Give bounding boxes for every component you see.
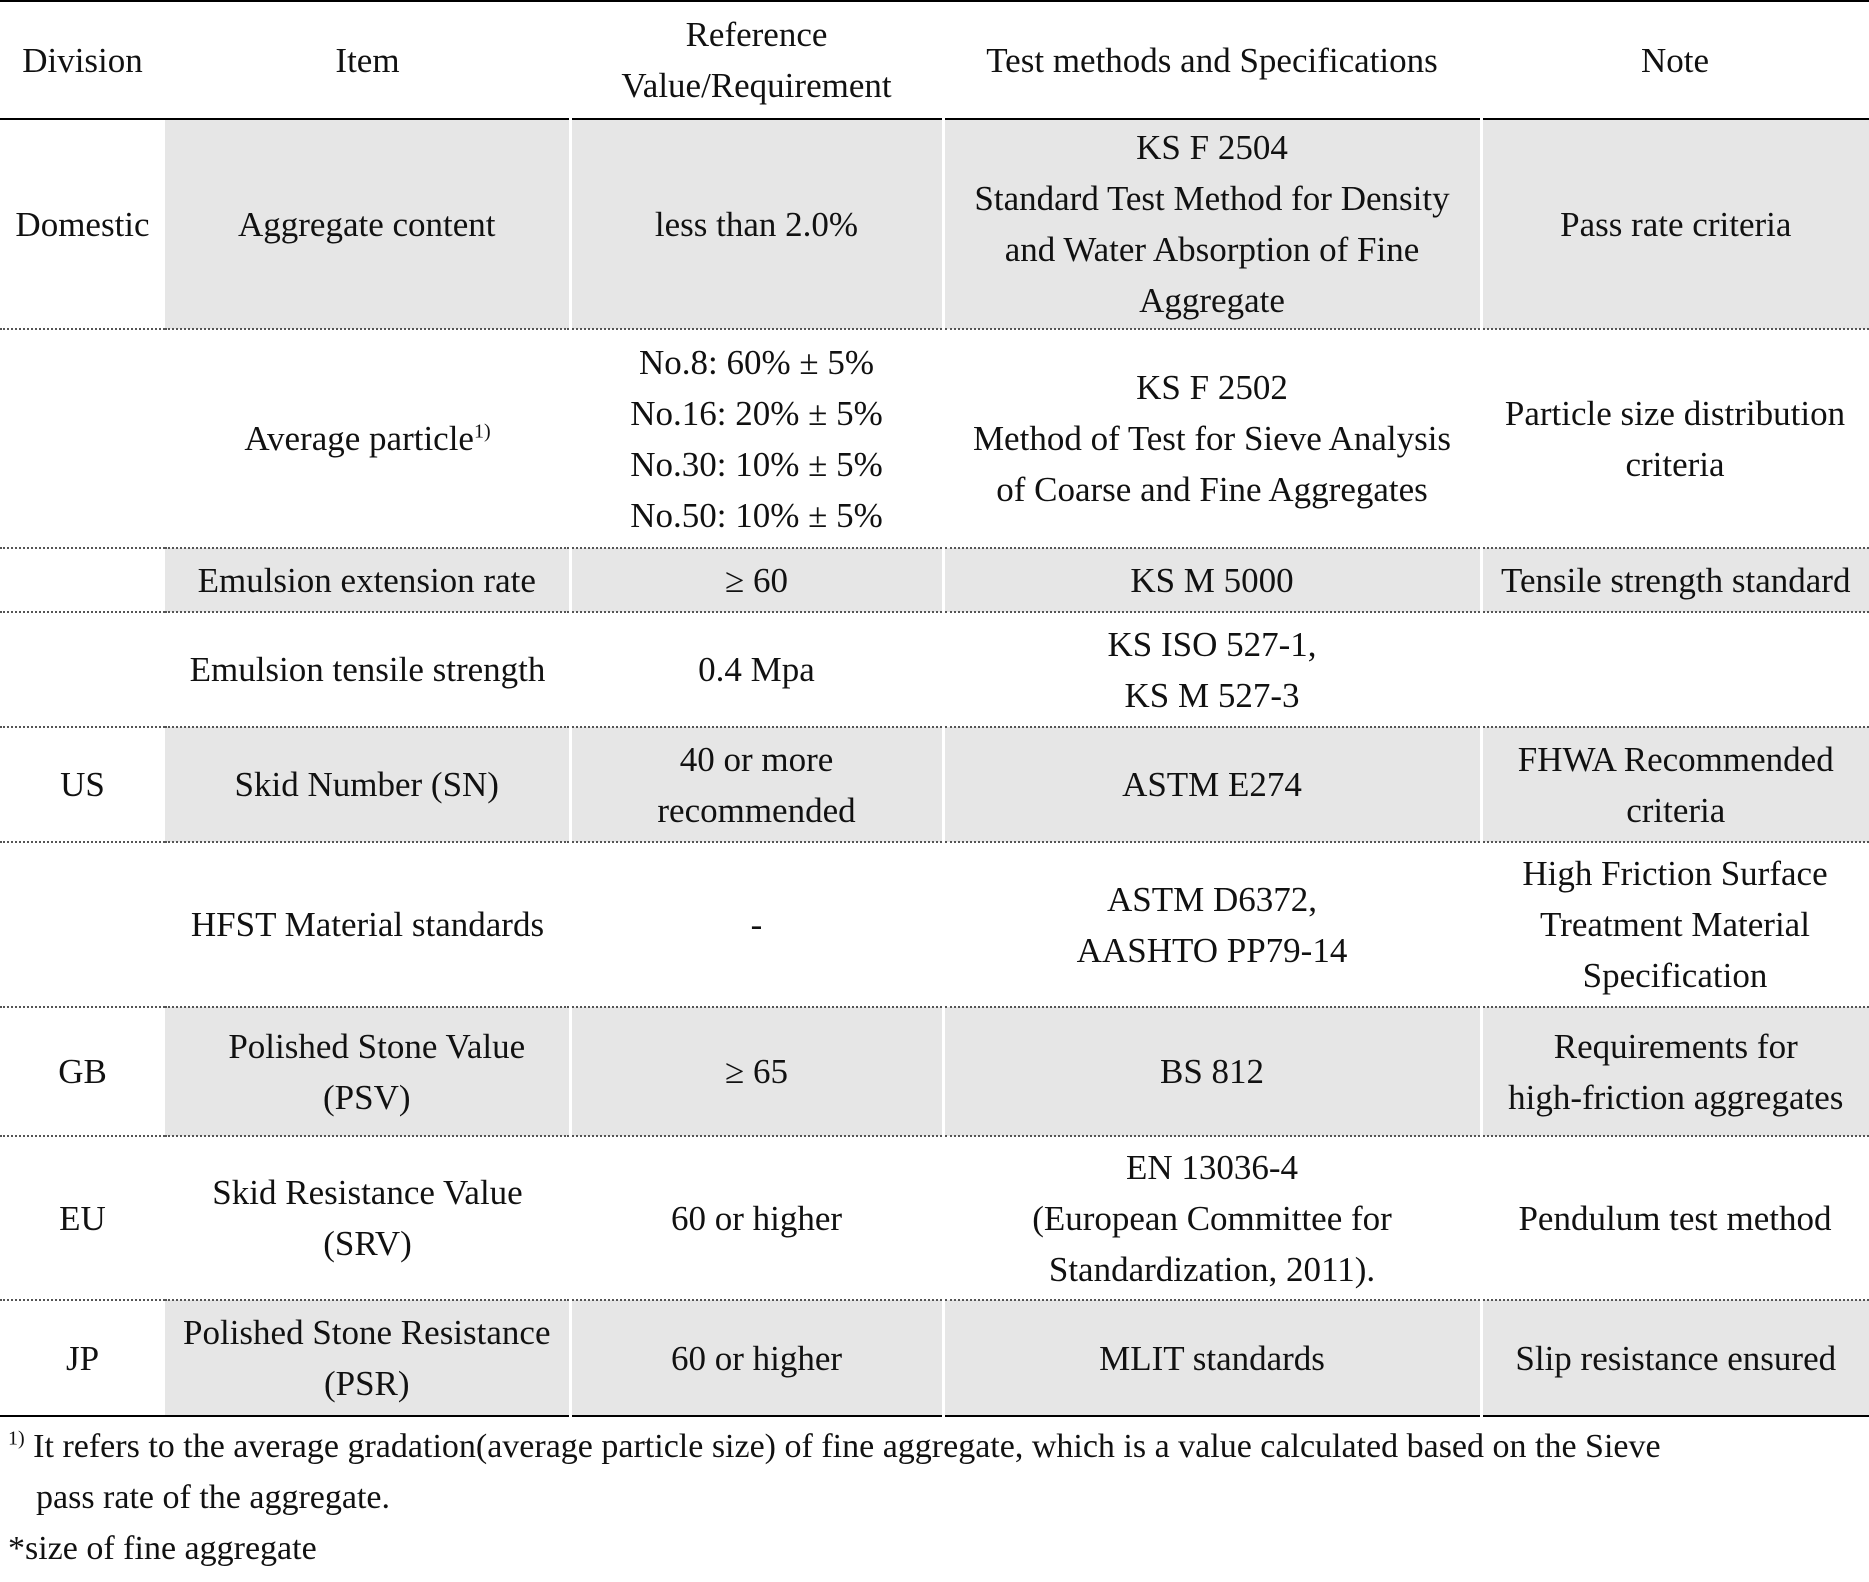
reference-line: recommended	[657, 790, 856, 830]
item-line: Skid Resistance Value	[212, 1173, 523, 1212]
table-row	[0, 329, 1869, 548]
test-line: KS M 527-3	[1124, 675, 1300, 715]
cell-note	[1481, 1300, 1869, 1416]
reference-line: 60 or higher	[670, 1338, 843, 1378]
cell-division	[0, 612, 165, 727]
cell-note	[1481, 842, 1869, 1007]
cell-test	[943, 1007, 1481, 1136]
cell-division: US	[0, 727, 165, 842]
note-line: Specification	[1582, 956, 1768, 995]
test-line: KS ISO 527-1,	[1107, 624, 1317, 664]
item-line: (SRV)	[323, 1224, 412, 1263]
cell-note	[1481, 612, 1869, 727]
test-line: ASTM D6372,	[1106, 879, 1318, 919]
note-line: high-friction aggregates	[1508, 1077, 1844, 1117]
cell-division: EU	[0, 1136, 165, 1300]
note-line: Tensile strength standard	[1501, 560, 1851, 600]
cell-division: JP	[0, 1300, 165, 1416]
header-test: Test methods and Specifications	[943, 1, 1481, 119]
test-line: Standard Test Method for Density	[974, 179, 1450, 218]
header-reference-line1: Reference	[685, 15, 828, 54]
item-line: Polished Stone Resistance	[183, 1313, 551, 1352]
note-line: High Friction Surface	[1522, 854, 1828, 893]
test-line: EN 13036-4	[1125, 1147, 1299, 1187]
header-row	[0, 1, 1869, 119]
cell-note	[1481, 727, 1869, 842]
test-line: and Water Absorption of Fine	[1004, 230, 1420, 269]
cell-test	[943, 842, 1481, 1007]
cell-note	[1481, 548, 1869, 612]
cell-item	[165, 1300, 570, 1416]
note-line: Requirements for	[1553, 1026, 1798, 1066]
test-line: Method of Test for Sieve Analysis	[972, 419, 1452, 458]
note-line: Slip resistance ensured	[1515, 1338, 1837, 1378]
cell-reference	[570, 612, 943, 727]
cell-test	[943, 329, 1481, 548]
header-reference	[570, 1, 943, 119]
cell-item: Emulsion extension rate	[165, 548, 570, 612]
table-row	[0, 1300, 1869, 1416]
cell-test	[943, 119, 1481, 329]
reference-line: 40 or more	[679, 739, 834, 779]
table-row	[0, 612, 1869, 727]
reference-line: ≥ 65	[725, 1052, 788, 1091]
cell-reference	[570, 1007, 943, 1136]
item-line: (PSR)	[323, 1364, 410, 1403]
test-line: (European Committee for	[1032, 1198, 1392, 1238]
footnote-1	[8, 1421, 1861, 1472]
cell-item: Skid Number (SN)	[165, 727, 570, 842]
cell-reference	[570, 1300, 943, 1416]
test-line: of Coarse and Fine Aggregates	[996, 470, 1428, 509]
note-line: criteria	[1626, 790, 1726, 830]
table-row	[0, 119, 1869, 329]
test-line: BS 812	[1159, 1052, 1265, 1091]
test-line: KS M 5000	[1130, 560, 1294, 600]
cell-reference	[570, 842, 943, 1007]
cell-test	[943, 727, 1481, 842]
cell-division	[0, 329, 165, 548]
reference-line: No.16: 20% ± 5%	[630, 393, 883, 433]
note-line: Particle size distribution	[1504, 393, 1846, 433]
note-line: criteria	[1625, 444, 1725, 484]
header-item: Item	[165, 1, 570, 119]
cell-division	[0, 548, 165, 612]
reference-line: No.50: 10% ± 5%	[630, 495, 883, 535]
cell-item	[165, 1136, 570, 1300]
cell-test	[943, 1136, 1481, 1300]
test-line: AASHTO PP79-14	[1076, 930, 1348, 970]
reference-line: 60 or higher	[670, 1198, 843, 1238]
cell-item: HFST Material standards	[165, 842, 570, 1007]
cell-division: Domestic	[0, 119, 165, 329]
header-division: Division	[0, 1, 165, 119]
header-note: Note	[1481, 1, 1869, 119]
cell-division	[0, 842, 165, 1007]
item-text: Average particle	[244, 419, 474, 458]
cell-item: Emulsion tensile strength	[165, 612, 570, 727]
table-row	[0, 727, 1869, 842]
cell-item: Aggregate content	[165, 119, 570, 329]
cell-test	[943, 1300, 1481, 1416]
cell-note	[1481, 119, 1869, 329]
cell-reference	[570, 548, 943, 612]
table-row	[0, 548, 1869, 612]
test-line: Standardization, 2011).	[1048, 1249, 1376, 1289]
footnotes	[0, 1417, 1869, 1574]
reference-line: ≥ 60	[725, 560, 788, 600]
note-line: FHWA Recommended	[1517, 739, 1834, 779]
table-row	[0, 1007, 1869, 1136]
cell-reference	[570, 727, 943, 842]
item-line: Polished Stone Value	[228, 1026, 526, 1066]
cell-reference	[570, 329, 943, 548]
note-line: Treatment Material	[1540, 905, 1810, 944]
note-line: Pendulum test method	[1518, 1198, 1832, 1238]
footnote-2: *size of fine aggregate	[8, 1530, 317, 1567]
cell-note	[1481, 329, 1869, 548]
item-line: (PSV)	[322, 1077, 411, 1117]
cell-division: GB	[0, 1007, 165, 1136]
cell-reference	[570, 1136, 943, 1300]
cell-test	[943, 612, 1481, 727]
reference-line: less than 2.0%	[654, 204, 859, 244]
cell-item	[165, 329, 570, 548]
test-line: MLIT standards	[1099, 1338, 1325, 1378]
header-reference-line2: Value/Requirement	[621, 66, 892, 105]
reference-line: No.30: 10% ± 5%	[630, 444, 883, 484]
cell-reference	[570, 119, 943, 329]
footnote-1-continuation: pass rate of the aggregate.	[36, 1479, 390, 1516]
test-line: Aggregate	[1139, 281, 1285, 320]
cell-test	[943, 548, 1481, 612]
table-row	[0, 842, 1869, 1007]
cell-note	[1481, 1007, 1869, 1136]
footnote-1-text: It refers to the average gradation(average particle size) of fine aggregate, which is a value calculated based on the Sieve	[33, 1428, 1661, 1465]
table-row	[0, 1136, 1869, 1300]
reference-line: No.8: 60% ± 5%	[638, 342, 875, 382]
reference-line: -	[750, 905, 763, 944]
cell-note	[1481, 1136, 1869, 1300]
cell-item	[165, 1007, 570, 1136]
test-line: KS F 2504	[1136, 128, 1288, 167]
reference-line: 0.4 Mpa	[698, 650, 815, 689]
test-line: ASTM E274	[1122, 765, 1302, 804]
note-line: Pass rate criteria	[1560, 204, 1792, 244]
footnote-ref: 1)	[473, 420, 491, 443]
test-line: KS F 2502	[1136, 368, 1288, 407]
footnote-marker: 1)	[8, 1427, 25, 1450]
